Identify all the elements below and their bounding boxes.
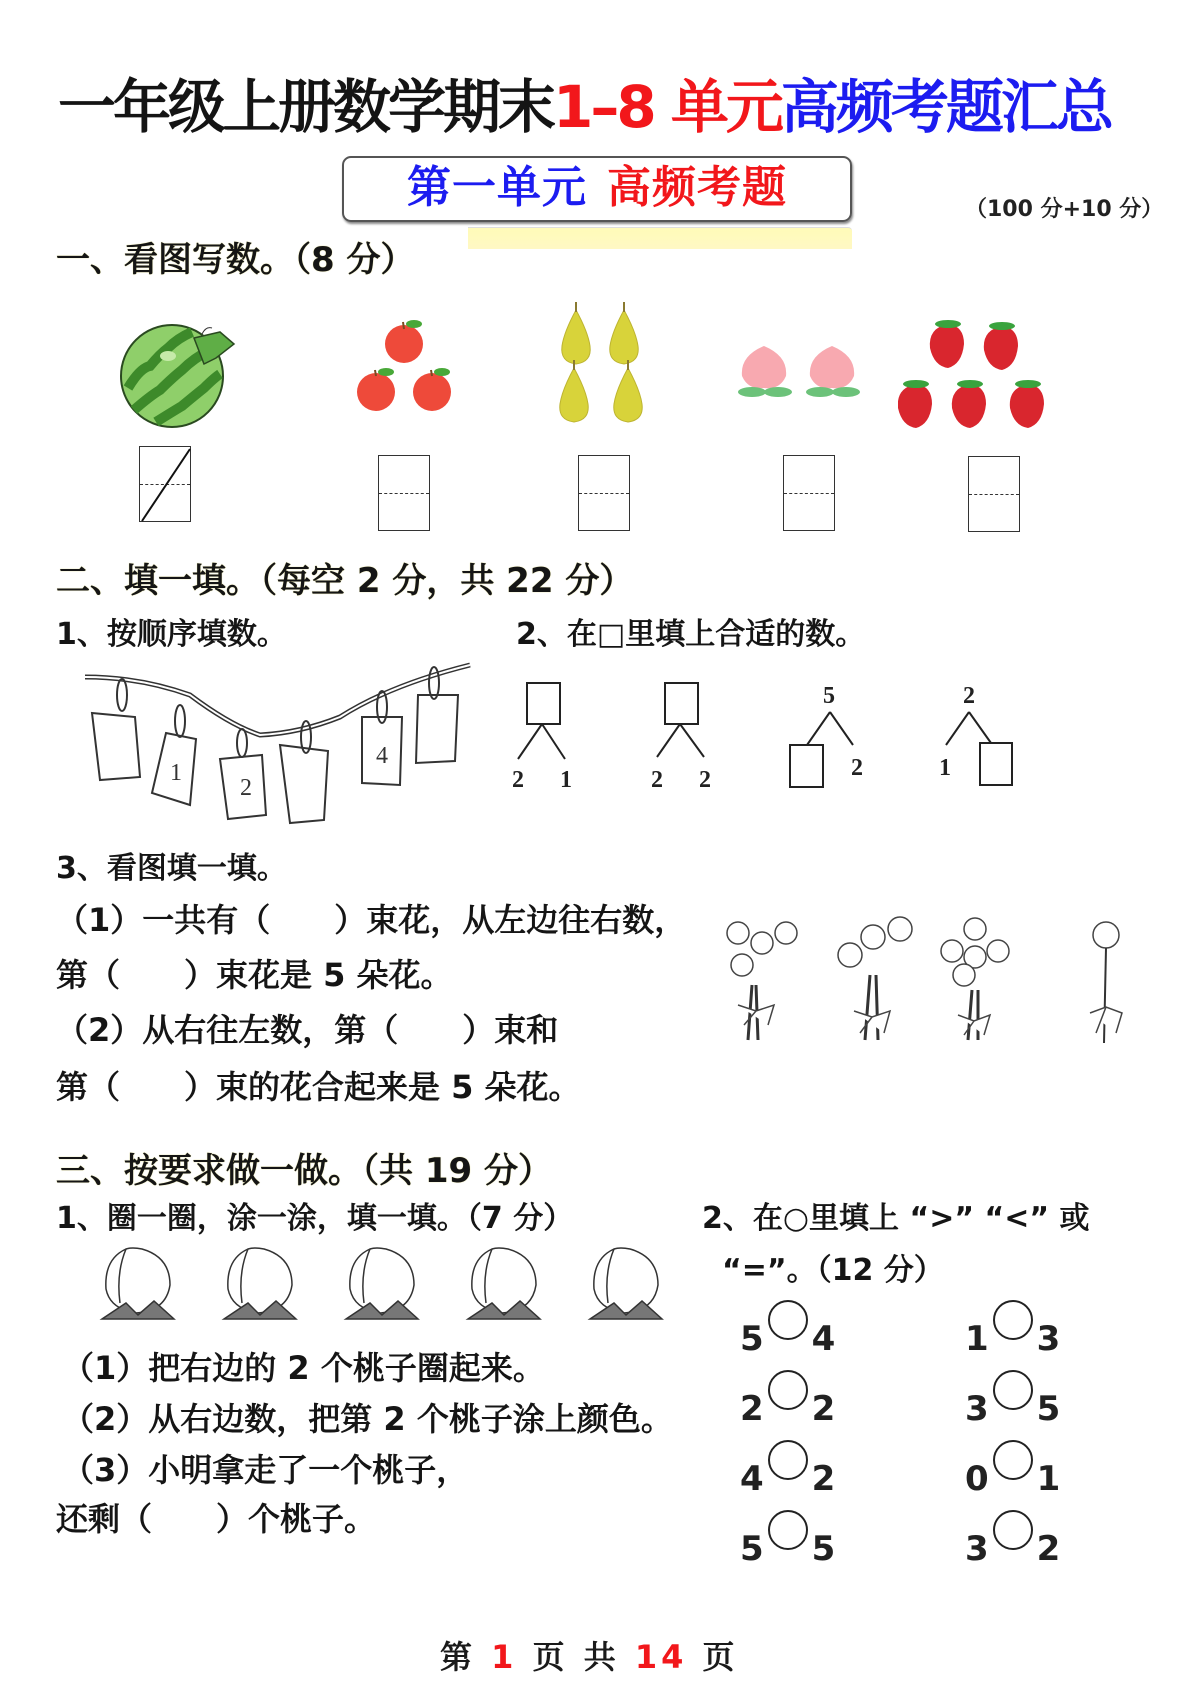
card-value: 4 [376, 743, 388, 769]
peach-outlines [96, 1243, 696, 1325]
compare-circle[interactable] [768, 1510, 808, 1550]
peaches-icon [734, 342, 864, 402]
page-indicator: 第 1 页 共 14 页 [440, 1638, 739, 1676]
tree-value: 2 [512, 767, 524, 793]
compare-circle[interactable] [993, 1300, 1033, 1340]
unit-subtitle: 高频考题 [607, 162, 787, 213]
unit-name: 第一单元 [407, 162, 587, 213]
answer-box-apples[interactable] [378, 455, 430, 531]
strawberries-icon [898, 308, 1058, 436]
q3-1-line4: 还剩（ ）个桃子。 [56, 1500, 377, 1538]
q3-1-label: 1、圈一圈，涂一涂，填一填。（7 分） [56, 1201, 574, 1236]
card-value: 2 [240, 775, 252, 801]
compare-circle[interactable] [993, 1440, 1033, 1480]
q2-3-line4: 第（ ）束的花合起来是 5 朵花。 [56, 1068, 581, 1106]
compare-item: 3 5 [965, 1370, 1060, 1429]
watermelon-icon [120, 318, 240, 430]
q2-3-label: 3、看图填一填。 [56, 851, 287, 886]
compare-circle[interactable] [768, 1300, 808, 1340]
answer-box-watermelon[interactable] [139, 446, 191, 522]
answer-box-peaches[interactable] [783, 455, 835, 531]
apples-icon [356, 314, 466, 424]
number-line-cards [80, 655, 480, 825]
total-score: （100 分+10 分） [965, 197, 1164, 222]
tree-value: 5 [823, 683, 835, 709]
q3-2-label-line2: “=”。（12 分） [722, 1253, 944, 1288]
q2-3-line1: （1）一共有（ ）束花，从左边往右数， [56, 901, 687, 939]
card-value: 1 [170, 760, 182, 786]
compare-circle[interactable] [993, 1370, 1033, 1410]
section2-heading: 二、填一填。（每空 2 分，共 22 分） [56, 561, 634, 601]
compare-item: 1 3 [965, 1300, 1060, 1359]
title-part-black: 一年级上册数学期末 [58, 73, 554, 141]
answer-box-pears[interactable] [578, 455, 630, 531]
answer-box-strawberries[interactable] [968, 456, 1020, 532]
compare-item: 5 5 [740, 1510, 835, 1569]
title-part-red: 1–8 单元 [553, 73, 781, 141]
compare-item: 3 2 [965, 1510, 1060, 1569]
compare-circle[interactable] [768, 1370, 808, 1410]
compare-item: 5 4 [740, 1300, 835, 1359]
compare-item: 0 1 [965, 1440, 1060, 1499]
current-page: 1 [491, 1638, 518, 1676]
tree-value: 1 [939, 755, 951, 781]
unit-banner [342, 156, 852, 222]
q3-1-line3: （3）小明拿走了一个桃子， [62, 1451, 469, 1489]
q2-1-label: 1、按顺序填数。 [56, 617, 287, 652]
tree-value: 2 [651, 767, 663, 793]
q2-3-line2: 第（ ）束花是 5 朵花。 [56, 956, 453, 994]
tree-value: 1 [560, 767, 572, 793]
compare-circle[interactable] [993, 1510, 1033, 1550]
q2-2-label: 2、在□里填上合适的数。 [516, 617, 866, 652]
section1-heading: 一、看图写数。（8 分） [56, 240, 415, 280]
compare-item: 2 2 [740, 1370, 835, 1429]
flower-bouquets [710, 915, 1130, 1045]
main-title [58, 72, 1148, 142]
tree-value: 2 [963, 683, 975, 709]
compare-item: 4 2 [740, 1440, 835, 1499]
pears-icon [554, 302, 654, 432]
q3-1-line2: （2）从右边数，把第 2 个桃子涂上颜色。 [62, 1400, 673, 1438]
title-part-blue: 高频考题汇总 [780, 73, 1111, 141]
sample-stroke-icon [140, 447, 192, 523]
banner-highlight-strip [468, 227, 852, 249]
q3-2-label-line1: 2、在○里填上 “>” “<” 或 [702, 1201, 1090, 1236]
compare-circle[interactable] [768, 1440, 808, 1480]
q3-1-line1: （1）把右边的 2 个桃子圈起来。 [62, 1349, 545, 1387]
section3-heading: 三、按要求做一做。（共 19 分） [56, 1151, 552, 1191]
tree-value: 2 [699, 767, 711, 793]
tree-value: 2 [851, 755, 863, 781]
decomposition-trees [500, 660, 1140, 800]
q2-3-line3: （2）从右往左数，第（ ）束和 [56, 1011, 559, 1049]
total-pages: 14 [634, 1638, 688, 1676]
